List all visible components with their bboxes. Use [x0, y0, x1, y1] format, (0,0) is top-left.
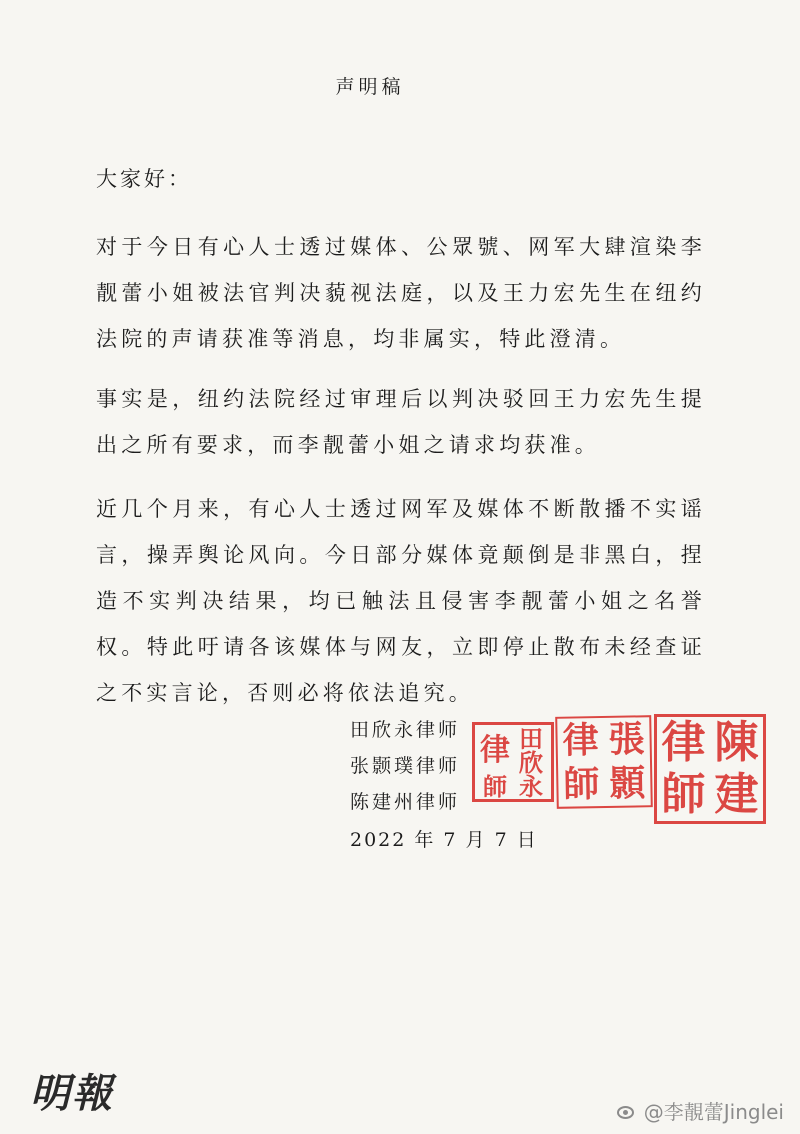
weibo-watermark — [616, 1096, 784, 1125]
seal-char: 師 — [563, 763, 600, 806]
seal-char: 永 — [519, 772, 543, 801]
paragraph-clarification: 对于今日有心人士透过媒体、公眾號、网军大肆渲染李靓蕾小姐被法官判决藐视法庭，以及王力宏先生在纽约法院的声请获准等消息，均非属实，特此澄清。 — [96, 235, 706, 351]
paragraph-warning: 近几个月来，有心人士透过网军及媒体不断散播不实谣言，操弄舆论风向。今日部分媒体竟颠倒是非黑白，捏造不实判决结果，均已触法且侵害李靓蕾小姐之名誉权。特此吁请各该媒体与网友，立即停止散布未经查证之不实言论，否则必将依法追究。 — [96, 497, 706, 705]
signer-name: 陈建州律师 — [350, 791, 461, 813]
seal-char: 張 — [608, 718, 645, 761]
document-title: 声明稿 — [335, 76, 405, 98]
watermark-text: @李靚蕾Jinglei — [643, 1100, 784, 1124]
seal-char: 建 — [714, 769, 759, 820]
seal-char: 田 — [519, 724, 543, 753]
seal-char: 顥 — [609, 762, 646, 805]
seal-char: 律 — [480, 733, 510, 768]
seal-char: 師 — [483, 772, 507, 801]
seal-char: 律 — [562, 719, 599, 762]
seal-char: 陳 — [714, 717, 759, 768]
ming-pao-logo: 明報 — [30, 1070, 114, 1117]
seal-stamp-tian — [472, 722, 554, 802]
signer-name: 田欣永律师 — [350, 719, 461, 741]
seal-stamp-zhang — [555, 715, 653, 809]
seal-char: 師 — [661, 769, 706, 820]
seal-stamp-chen — [654, 714, 766, 824]
weibo-icon — [616, 1101, 638, 1121]
signature-date: 2022 年 7 月 7 日 — [350, 829, 538, 851]
paragraph-facts: 事实是，纽约法院经过审理后以判决驳回王力宏先生提出之所有要求，而李靓蕾小姐之请求均获准。 — [96, 387, 706, 457]
greeting: 大家好： — [96, 167, 192, 191]
signer-name: 张颢璞律师 — [350, 755, 461, 777]
seal-char: 律 — [661, 717, 706, 768]
seal-char: 欣 — [519, 748, 543, 777]
